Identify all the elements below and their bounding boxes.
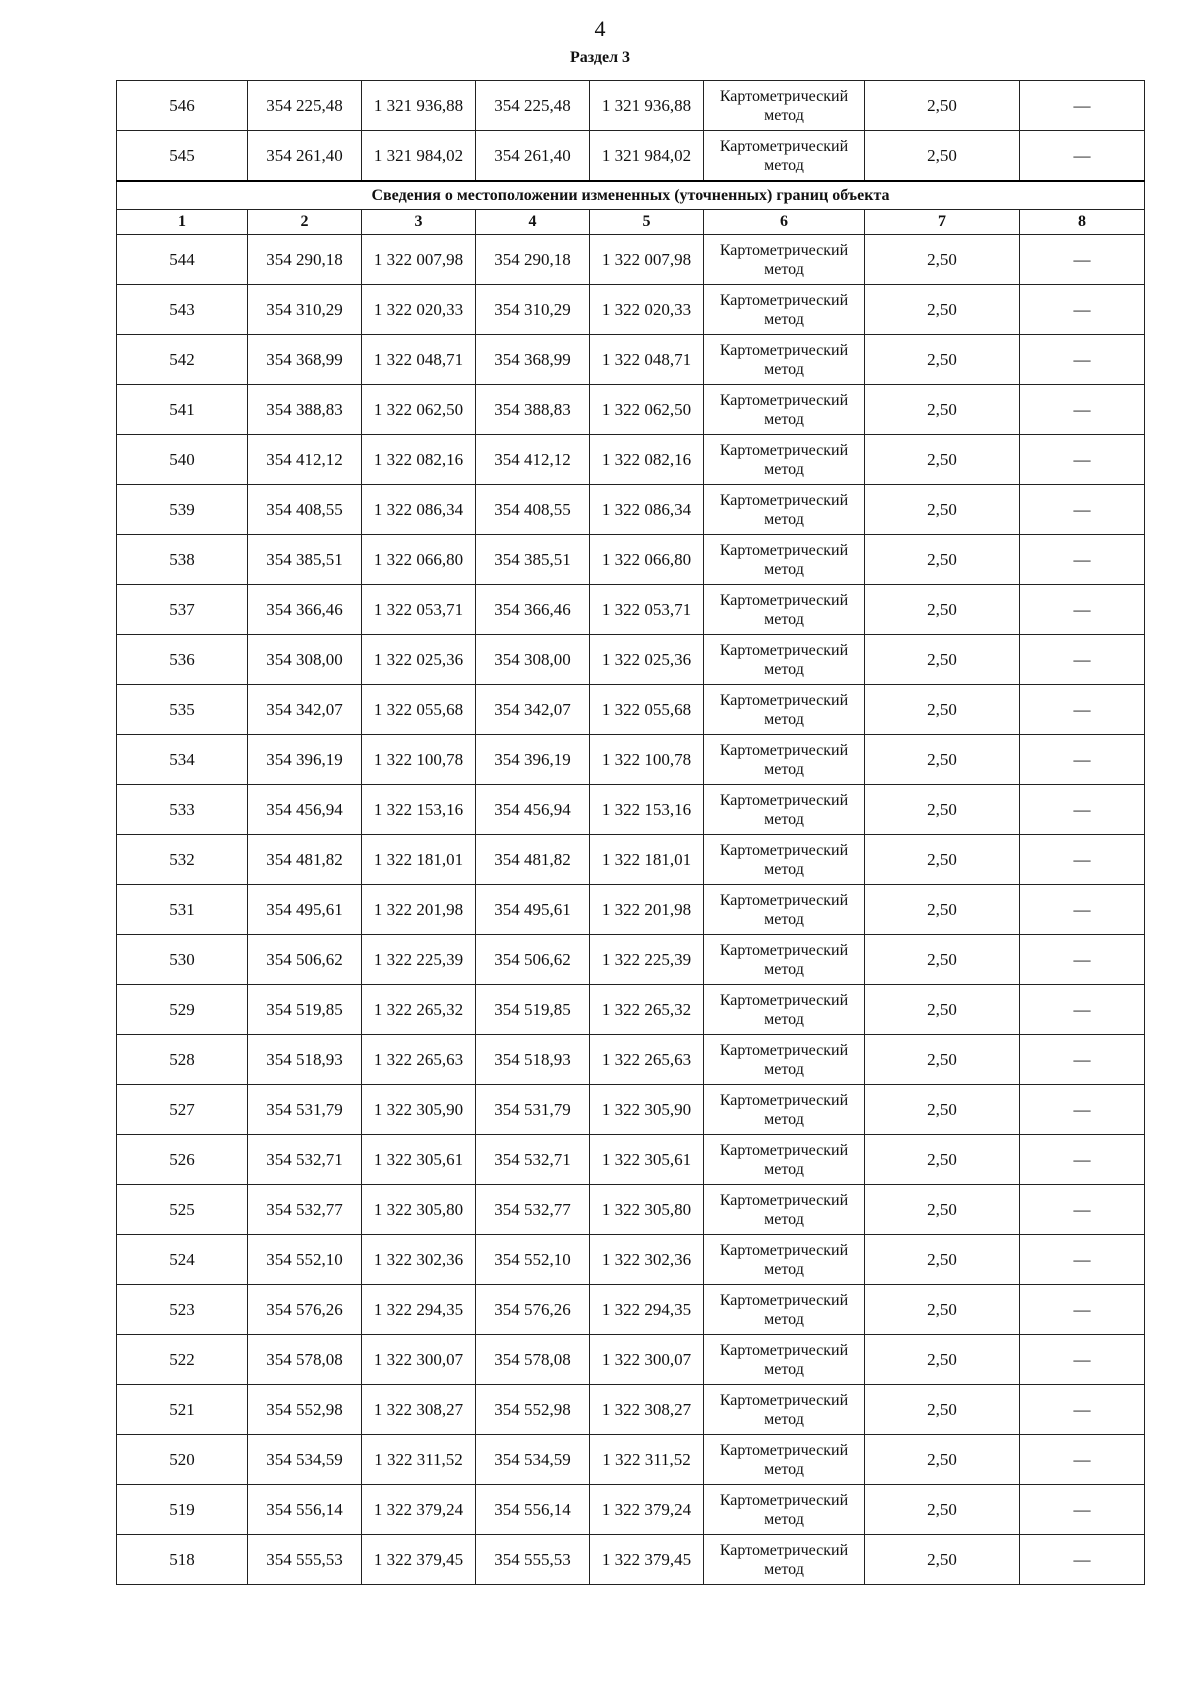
x-coordinate-new-cell: 354 552,98 <box>476 1385 590 1435</box>
column-number: 7 <box>865 210 1020 235</box>
note-cell: — <box>1020 1535 1145 1585</box>
x-coordinate-new-cell: 354 308,00 <box>476 635 590 685</box>
y-coordinate-cell: 1 322 007,98 <box>362 235 476 285</box>
column-number: 4 <box>476 210 590 235</box>
x-coordinate-cell: 354 552,10 <box>248 1235 362 1285</box>
y-coordinate-new-cell: 1 322 265,63 <box>590 1035 704 1085</box>
table-row <box>117 131 1145 182</box>
accuracy-cell: 2,50 <box>865 885 1020 935</box>
x-coordinate-cell: 354 519,85 <box>248 985 362 1035</box>
accuracy-cell: 2,50 <box>865 1135 1020 1185</box>
column-number-row <box>117 210 1145 235</box>
method-cell: Картометрический метод <box>704 1185 865 1235</box>
x-coordinate-cell: 354 531,79 <box>248 1085 362 1135</box>
x-coordinate-new-cell: 354 385,51 <box>476 535 590 585</box>
note-cell: — <box>1020 635 1145 685</box>
x-coordinate-cell: 354 576,26 <box>248 1285 362 1335</box>
note-cell: — <box>1020 131 1145 182</box>
note-cell: — <box>1020 685 1145 735</box>
point-number-cell: 523 <box>117 1285 248 1335</box>
x-coordinate-cell: 354 552,98 <box>248 1385 362 1435</box>
point-number-cell: 525 <box>117 1185 248 1235</box>
note-cell: — <box>1020 81 1145 131</box>
point-number-cell: 533 <box>117 785 248 835</box>
x-coordinate-new-cell: 354 556,14 <box>476 1485 590 1535</box>
x-coordinate-new-cell: 354 456,94 <box>476 785 590 835</box>
y-coordinate-cell: 1 322 305,90 <box>362 1085 476 1135</box>
table-row <box>117 1485 1145 1535</box>
y-coordinate-cell: 1 322 225,39 <box>362 935 476 985</box>
y-coordinate-new-cell: 1 322 201,98 <box>590 885 704 935</box>
method-cell: Картометрический метод <box>704 885 865 935</box>
note-cell: — <box>1020 1035 1145 1085</box>
table-row <box>117 635 1145 685</box>
table-row <box>117 985 1145 1035</box>
x-coordinate-new-cell: 354 519,85 <box>476 985 590 1035</box>
note-cell: — <box>1020 785 1145 835</box>
x-coordinate-new-cell: 354 412,12 <box>476 435 590 485</box>
x-coordinate-new-cell: 354 481,82 <box>476 835 590 885</box>
x-coordinate-cell: 354 408,55 <box>248 485 362 535</box>
method-cell: Картометрический метод <box>704 935 865 985</box>
table-row <box>117 585 1145 635</box>
table-row <box>117 1285 1145 1335</box>
table-row <box>117 1035 1145 1085</box>
method-cell: Картометрический метод <box>704 635 865 685</box>
note-cell: — <box>1020 285 1145 335</box>
accuracy-cell: 2,50 <box>865 1185 1020 1235</box>
point-number-cell: 529 <box>117 985 248 1035</box>
point-number-cell: 538 <box>117 535 248 585</box>
x-coordinate-cell: 354 556,14 <box>248 1485 362 1535</box>
y-coordinate-new-cell: 1 322 025,36 <box>590 635 704 685</box>
y-coordinate-cell: 1 322 153,16 <box>362 785 476 835</box>
x-coordinate-cell: 354 555,53 <box>248 1535 362 1585</box>
method-cell: Картометрический метод <box>704 385 865 435</box>
note-cell: — <box>1020 385 1145 435</box>
x-coordinate-new-cell: 354 532,71 <box>476 1135 590 1185</box>
table-row <box>117 1185 1145 1235</box>
y-coordinate-cell: 1 322 311,52 <box>362 1435 476 1485</box>
y-coordinate-cell: 1 322 302,36 <box>362 1235 476 1285</box>
method-cell: Картометрический метод <box>704 1385 865 1435</box>
y-coordinate-new-cell: 1 322 053,71 <box>590 585 704 635</box>
section-title: Раздел 3 <box>569 49 631 66</box>
y-coordinate-cell: 1 321 936,88 <box>362 81 476 131</box>
y-coordinate-new-cell: 1 322 294,35 <box>590 1285 704 1335</box>
table-row <box>117 1135 1145 1185</box>
column-number: 1 <box>117 210 248 235</box>
y-coordinate-new-cell: 1 322 020,33 <box>590 285 704 335</box>
column-number: 6 <box>704 210 865 235</box>
accuracy-cell: 2,50 <box>865 285 1020 335</box>
x-coordinate-cell: 354 310,29 <box>248 285 362 335</box>
table-row <box>117 485 1145 535</box>
method-cell: Картометрический метод <box>704 685 865 735</box>
point-number-cell: 545 <box>117 131 248 182</box>
y-coordinate-cell: 1 322 086,34 <box>362 485 476 535</box>
y-coordinate-cell: 1 322 062,50 <box>362 385 476 435</box>
note-cell: — <box>1020 435 1145 485</box>
note-cell: — <box>1020 935 1145 985</box>
y-coordinate-new-cell: 1 322 265,32 <box>590 985 704 1035</box>
point-number-cell: 532 <box>117 835 248 885</box>
method-cell: Картометрический метод <box>704 1285 865 1335</box>
point-number-cell: 518 <box>117 1535 248 1585</box>
x-coordinate-cell: 354 225,48 <box>248 81 362 131</box>
note-cell: — <box>1020 585 1145 635</box>
column-number: 5 <box>590 210 704 235</box>
y-coordinate-new-cell: 1 322 100,78 <box>590 735 704 785</box>
note-cell: — <box>1020 235 1145 285</box>
table-row <box>117 81 1145 131</box>
x-coordinate-new-cell: 354 578,08 <box>476 1335 590 1385</box>
x-coordinate-cell: 354 366,46 <box>248 585 362 635</box>
point-number-cell: 528 <box>117 1035 248 1085</box>
method-cell: Картометрический метод <box>704 1435 865 1485</box>
y-coordinate-cell: 1 322 300,07 <box>362 1335 476 1385</box>
note-cell: — <box>1020 1135 1145 1185</box>
table-row <box>117 285 1145 335</box>
coordinates-table <box>116 80 1145 1585</box>
method-cell: Картометрический метод <box>704 485 865 535</box>
accuracy-cell: 2,50 <box>865 335 1020 385</box>
accuracy-cell: 2,50 <box>865 235 1020 285</box>
y-coordinate-new-cell: 1 322 086,34 <box>590 485 704 535</box>
accuracy-cell: 2,50 <box>865 1235 1020 1285</box>
accuracy-cell: 2,50 <box>865 1035 1020 1085</box>
x-coordinate-cell: 354 290,18 <box>248 235 362 285</box>
x-coordinate-new-cell: 354 532,77 <box>476 1185 590 1235</box>
point-number-cell: 540 <box>117 435 248 485</box>
column-number: 3 <box>362 210 476 235</box>
table-row <box>117 535 1145 585</box>
y-coordinate-cell: 1 322 379,24 <box>362 1485 476 1535</box>
y-coordinate-cell: 1 322 265,63 <box>362 1035 476 1085</box>
point-number-cell: 536 <box>117 635 248 685</box>
note-cell: — <box>1020 1285 1145 1335</box>
point-number-cell: 535 <box>117 685 248 735</box>
accuracy-cell: 2,50 <box>865 935 1020 985</box>
y-coordinate-new-cell: 1 322 300,07 <box>590 1335 704 1385</box>
x-coordinate-cell: 354 396,19 <box>248 735 362 785</box>
point-number-cell: 526 <box>117 1135 248 1185</box>
x-coordinate-new-cell: 354 531,79 <box>476 1085 590 1135</box>
y-coordinate-new-cell: 1 321 984,02 <box>590 131 704 182</box>
y-coordinate-new-cell: 1 321 936,88 <box>590 81 704 131</box>
x-coordinate-new-cell: 354 290,18 <box>476 235 590 285</box>
table-row <box>117 835 1145 885</box>
y-coordinate-new-cell: 1 322 153,16 <box>590 785 704 835</box>
note-cell: — <box>1020 1335 1145 1385</box>
point-number-cell: 546 <box>117 81 248 131</box>
y-coordinate-cell: 1 322 201,98 <box>362 885 476 935</box>
method-cell: Картометрический метод <box>704 1085 865 1135</box>
y-coordinate-new-cell: 1 322 305,90 <box>590 1085 704 1135</box>
method-cell: Картометрический метод <box>704 735 865 785</box>
method-cell: Картометрический метод <box>704 1485 865 1535</box>
y-coordinate-cell: 1 322 294,35 <box>362 1285 476 1335</box>
x-coordinate-cell: 354 412,12 <box>248 435 362 485</box>
x-coordinate-cell: 354 495,61 <box>248 885 362 935</box>
table-row <box>117 435 1145 485</box>
table-row <box>117 1535 1145 1585</box>
table-body-top <box>117 81 1145 182</box>
table-row <box>117 1235 1145 1285</box>
note-cell: — <box>1020 1235 1145 1285</box>
x-coordinate-new-cell: 354 506,62 <box>476 935 590 985</box>
y-coordinate-new-cell: 1 322 308,27 <box>590 1385 704 1435</box>
point-number-cell: 524 <box>117 1235 248 1285</box>
y-coordinate-cell: 1 321 984,02 <box>362 131 476 182</box>
method-cell: Картометрический метод <box>704 1235 865 1285</box>
note-cell: — <box>1020 1435 1145 1485</box>
accuracy-cell: 2,50 <box>865 835 1020 885</box>
y-coordinate-new-cell: 1 322 181,01 <box>590 835 704 885</box>
point-number-cell: 527 <box>117 1085 248 1135</box>
y-coordinate-new-cell: 1 322 305,80 <box>590 1185 704 1235</box>
method-cell: Картометрический метод <box>704 1135 865 1185</box>
method-cell: Картометрический метод <box>704 985 865 1035</box>
accuracy-cell: 2,50 <box>865 735 1020 785</box>
y-coordinate-cell: 1 322 305,80 <box>362 1185 476 1235</box>
method-cell: Картометрический метод <box>704 1335 865 1385</box>
y-coordinate-cell: 1 322 181,01 <box>362 835 476 885</box>
x-coordinate-new-cell: 354 408,55 <box>476 485 590 535</box>
column-number: 2 <box>248 210 362 235</box>
method-cell: Картометрический метод <box>704 335 865 385</box>
page-number: 4 <box>594 16 606 41</box>
banner-row <box>117 181 1145 210</box>
y-coordinate-new-cell: 1 322 379,45 <box>590 1535 704 1585</box>
method-cell: Картометрический метод <box>704 131 865 182</box>
accuracy-cell: 2,50 <box>865 585 1020 635</box>
y-coordinate-cell: 1 322 100,78 <box>362 735 476 785</box>
table-row <box>117 685 1145 735</box>
point-number-cell: 544 <box>117 235 248 285</box>
point-number-cell: 539 <box>117 485 248 535</box>
x-coordinate-cell: 354 518,93 <box>248 1035 362 1085</box>
table-body-main <box>117 235 1145 1585</box>
accuracy-cell: 2,50 <box>865 535 1020 585</box>
note-cell: — <box>1020 535 1145 585</box>
x-coordinate-new-cell: 354 495,61 <box>476 885 590 935</box>
accuracy-cell: 2,50 <box>865 1485 1020 1535</box>
y-coordinate-new-cell: 1 322 007,98 <box>590 235 704 285</box>
table-row <box>117 735 1145 785</box>
table-row <box>117 235 1145 285</box>
note-cell: — <box>1020 1385 1145 1435</box>
method-cell: Картометрический метод <box>704 1035 865 1085</box>
point-number-cell: 519 <box>117 1485 248 1535</box>
note-cell: — <box>1020 335 1145 385</box>
y-coordinate-cell: 1 322 265,32 <box>362 985 476 1035</box>
table-row <box>117 885 1145 935</box>
x-coordinate-new-cell: 354 366,46 <box>476 585 590 635</box>
accuracy-cell: 2,50 <box>865 785 1020 835</box>
x-coordinate-cell: 354 532,71 <box>248 1135 362 1185</box>
note-cell: — <box>1020 735 1145 785</box>
x-coordinate-cell: 354 456,94 <box>248 785 362 835</box>
note-cell: — <box>1020 1085 1145 1135</box>
x-coordinate-new-cell: 354 555,53 <box>476 1535 590 1585</box>
x-coordinate-new-cell: 354 342,07 <box>476 685 590 735</box>
point-number-cell: 531 <box>117 885 248 935</box>
y-coordinate-cell: 1 322 066,80 <box>362 535 476 585</box>
accuracy-cell: 2,50 <box>865 1535 1020 1585</box>
x-coordinate-cell: 354 506,62 <box>248 935 362 985</box>
y-coordinate-new-cell: 1 322 082,16 <box>590 435 704 485</box>
point-number-cell: 537 <box>117 585 248 635</box>
y-coordinate-cell: 1 322 048,71 <box>362 335 476 385</box>
table-row <box>117 785 1145 835</box>
method-cell: Картометрический метод <box>704 535 865 585</box>
y-coordinate-cell: 1 322 053,71 <box>362 585 476 635</box>
x-coordinate-cell: 354 388,83 <box>248 385 362 435</box>
point-number-cell: 534 <box>117 735 248 785</box>
x-coordinate-cell: 354 342,07 <box>248 685 362 735</box>
y-coordinate-cell: 1 322 020,33 <box>362 285 476 335</box>
x-coordinate-cell: 354 385,51 <box>248 535 362 585</box>
accuracy-cell: 2,50 <box>865 1385 1020 1435</box>
table-row <box>117 1085 1145 1135</box>
y-coordinate-new-cell: 1 322 048,71 <box>590 335 704 385</box>
y-coordinate-cell: 1 322 025,36 <box>362 635 476 685</box>
y-coordinate-cell: 1 322 308,27 <box>362 1385 476 1435</box>
accuracy-cell: 2,50 <box>865 1285 1020 1335</box>
x-coordinate-cell: 354 308,00 <box>248 635 362 685</box>
y-coordinate-cell: 1 322 379,45 <box>362 1535 476 1585</box>
x-coordinate-cell: 354 261,40 <box>248 131 362 182</box>
table-row <box>117 1435 1145 1485</box>
y-coordinate-new-cell: 1 322 311,52 <box>590 1435 704 1485</box>
method-cell: Картометрический метод <box>704 435 865 485</box>
accuracy-cell: 2,50 <box>865 985 1020 1035</box>
y-coordinate-new-cell: 1 322 062,50 <box>590 385 704 435</box>
x-coordinate-new-cell: 354 368,99 <box>476 335 590 385</box>
x-coordinate-cell: 354 578,08 <box>248 1335 362 1385</box>
accuracy-cell: 2,50 <box>865 485 1020 535</box>
note-cell: — <box>1020 485 1145 535</box>
banner-cell: Сведения о местоположении измененных (уточненных) границ объекта <box>117 181 1145 210</box>
y-coordinate-new-cell: 1 322 225,39 <box>590 935 704 985</box>
accuracy-cell: 2,50 <box>865 1085 1020 1135</box>
method-cell: Картометрический метод <box>704 285 865 335</box>
accuracy-cell: 2,50 <box>865 1335 1020 1385</box>
note-cell: — <box>1020 985 1145 1035</box>
x-coordinate-new-cell: 354 552,10 <box>476 1235 590 1285</box>
y-coordinate-cell: 1 322 305,61 <box>362 1135 476 1185</box>
point-number-cell: 520 <box>117 1435 248 1485</box>
x-coordinate-cell: 354 534,59 <box>248 1435 362 1485</box>
y-coordinate-new-cell: 1 322 066,80 <box>590 535 704 585</box>
note-cell: — <box>1020 1485 1145 1535</box>
point-number-cell: 521 <box>117 1385 248 1435</box>
accuracy-cell: 2,50 <box>865 81 1020 131</box>
accuracy-cell: 2,50 <box>865 685 1020 735</box>
x-coordinate-new-cell: 354 225,48 <box>476 81 590 131</box>
accuracy-cell: 2,50 <box>865 635 1020 685</box>
accuracy-cell: 2,50 <box>865 131 1020 182</box>
table-row <box>117 1385 1145 1435</box>
table-row <box>117 935 1145 985</box>
point-number-cell: 543 <box>117 285 248 335</box>
method-cell: Картометрический метод <box>704 1535 865 1585</box>
x-coordinate-cell: 354 481,82 <box>248 835 362 885</box>
method-cell: Картометрический метод <box>704 585 865 635</box>
note-cell: — <box>1020 1185 1145 1235</box>
y-coordinate-new-cell: 1 322 305,61 <box>590 1135 704 1185</box>
point-number-cell: 522 <box>117 1335 248 1385</box>
x-coordinate-new-cell: 354 518,93 <box>476 1035 590 1085</box>
x-coordinate-cell: 354 532,77 <box>248 1185 362 1235</box>
point-number-cell: 541 <box>117 385 248 435</box>
method-cell: Картометрический метод <box>704 81 865 131</box>
y-coordinate-new-cell: 1 322 379,24 <box>590 1485 704 1535</box>
accuracy-cell: 2,50 <box>865 435 1020 485</box>
y-coordinate-new-cell: 1 322 302,36 <box>590 1235 704 1285</box>
table-section-header <box>117 181 1145 235</box>
table-row <box>117 1335 1145 1385</box>
accuracy-cell: 2,50 <box>865 1435 1020 1485</box>
y-coordinate-new-cell: 1 322 055,68 <box>590 685 704 735</box>
note-cell: — <box>1020 885 1145 935</box>
x-coordinate-new-cell: 354 576,26 <box>476 1285 590 1335</box>
column-number: 8 <box>1020 210 1145 235</box>
x-coordinate-new-cell: 354 388,83 <box>476 385 590 435</box>
x-coordinate-new-cell: 354 261,40 <box>476 131 590 182</box>
table-row <box>117 335 1145 385</box>
x-coordinate-new-cell: 354 396,19 <box>476 735 590 785</box>
method-cell: Картометрический метод <box>704 835 865 885</box>
x-coordinate-new-cell: 354 534,59 <box>476 1435 590 1485</box>
method-cell: Картометрический метод <box>704 235 865 285</box>
x-coordinate-new-cell: 354 310,29 <box>476 285 590 335</box>
note-cell: — <box>1020 835 1145 885</box>
point-number-cell: 542 <box>117 335 248 385</box>
table-row <box>117 385 1145 435</box>
y-coordinate-cell: 1 322 055,68 <box>362 685 476 735</box>
x-coordinate-cell: 354 368,99 <box>248 335 362 385</box>
point-number-cell: 530 <box>117 935 248 985</box>
y-coordinate-cell: 1 322 082,16 <box>362 435 476 485</box>
method-cell: Картометрический метод <box>704 785 865 835</box>
accuracy-cell: 2,50 <box>865 385 1020 435</box>
